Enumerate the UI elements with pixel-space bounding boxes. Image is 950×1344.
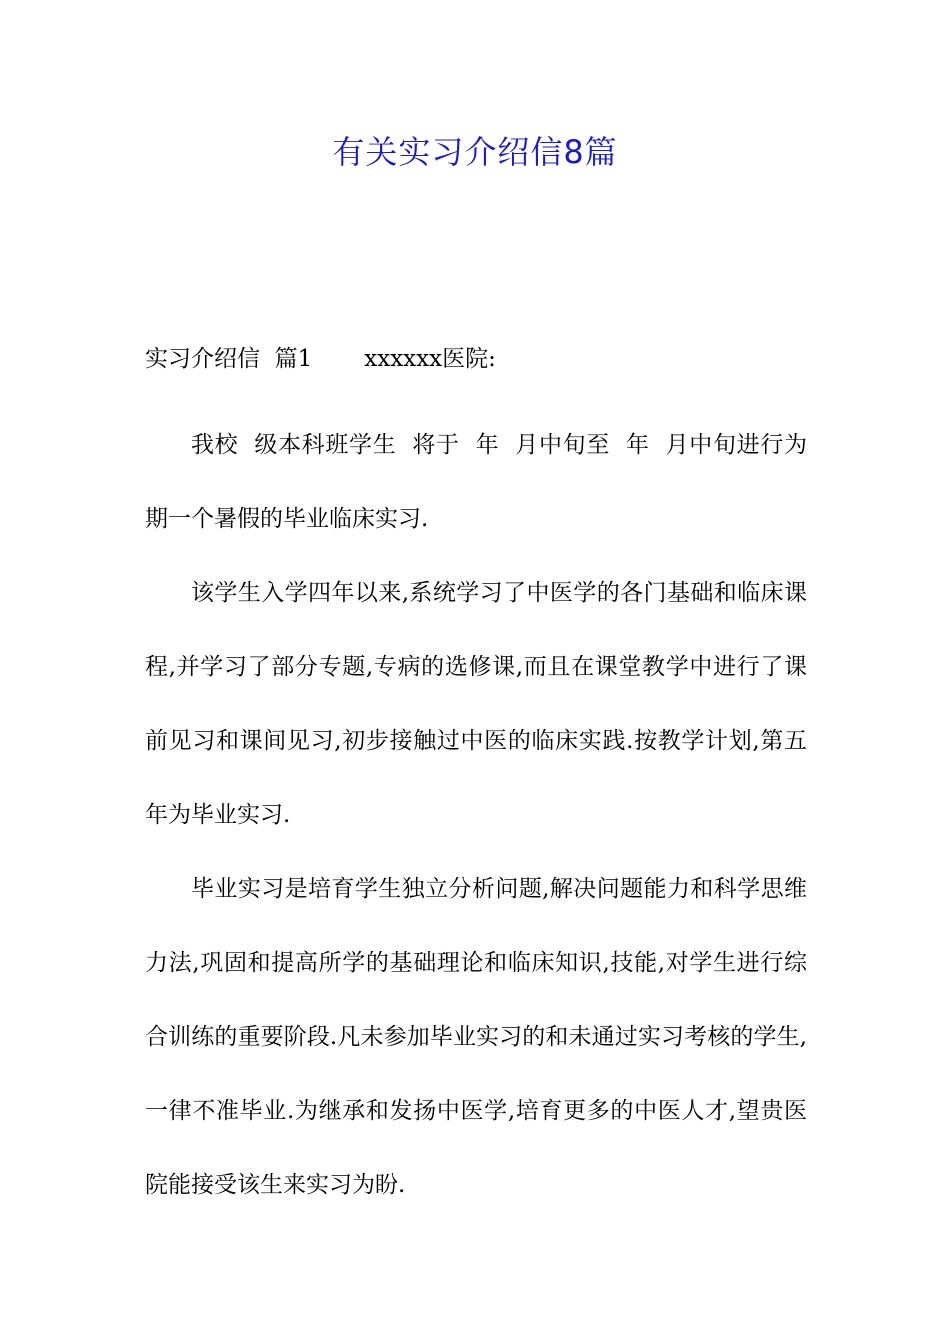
document-title: 有关实习介绍信8篇 bbox=[332, 133, 618, 171]
paragraph-3: 毕业实习是培育学生独立分析问题,解决问题能力和科学思维力法,巩固和提高所学的基础理论和临床知识,技能,对学生进行综合训练的重要阶段.凡未参加毕业实习的和未通过实习考核的学生,一律不准毕业.为继承和发扬中医学,培育更多的中医人才,望贵医院能接受该生来实习为盼. bbox=[145, 876, 807, 1198]
letter-label: 实习介绍信 篇1 bbox=[145, 346, 313, 372]
letter-heading bbox=[145, 334, 807, 384]
letter-recipient: xxxxxx医院: bbox=[364, 346, 496, 372]
document-body bbox=[145, 334, 807, 1222]
paragraph-2: 该学生入学四年以来,系统学习了中医学的各门基础和临床课程,并学习了部分专题,专病的选修课,而且在课堂教学中进行了课前见习和课间见习,初步接触过中医的临床实践.按教学计划,第五年为毕业实习. bbox=[145, 580, 807, 828]
paragraph-1: 我校 级本科班学生 将于 年 月中旬至 年 月中旬进行为期一个暑假的毕业临床实习. bbox=[145, 432, 807, 532]
